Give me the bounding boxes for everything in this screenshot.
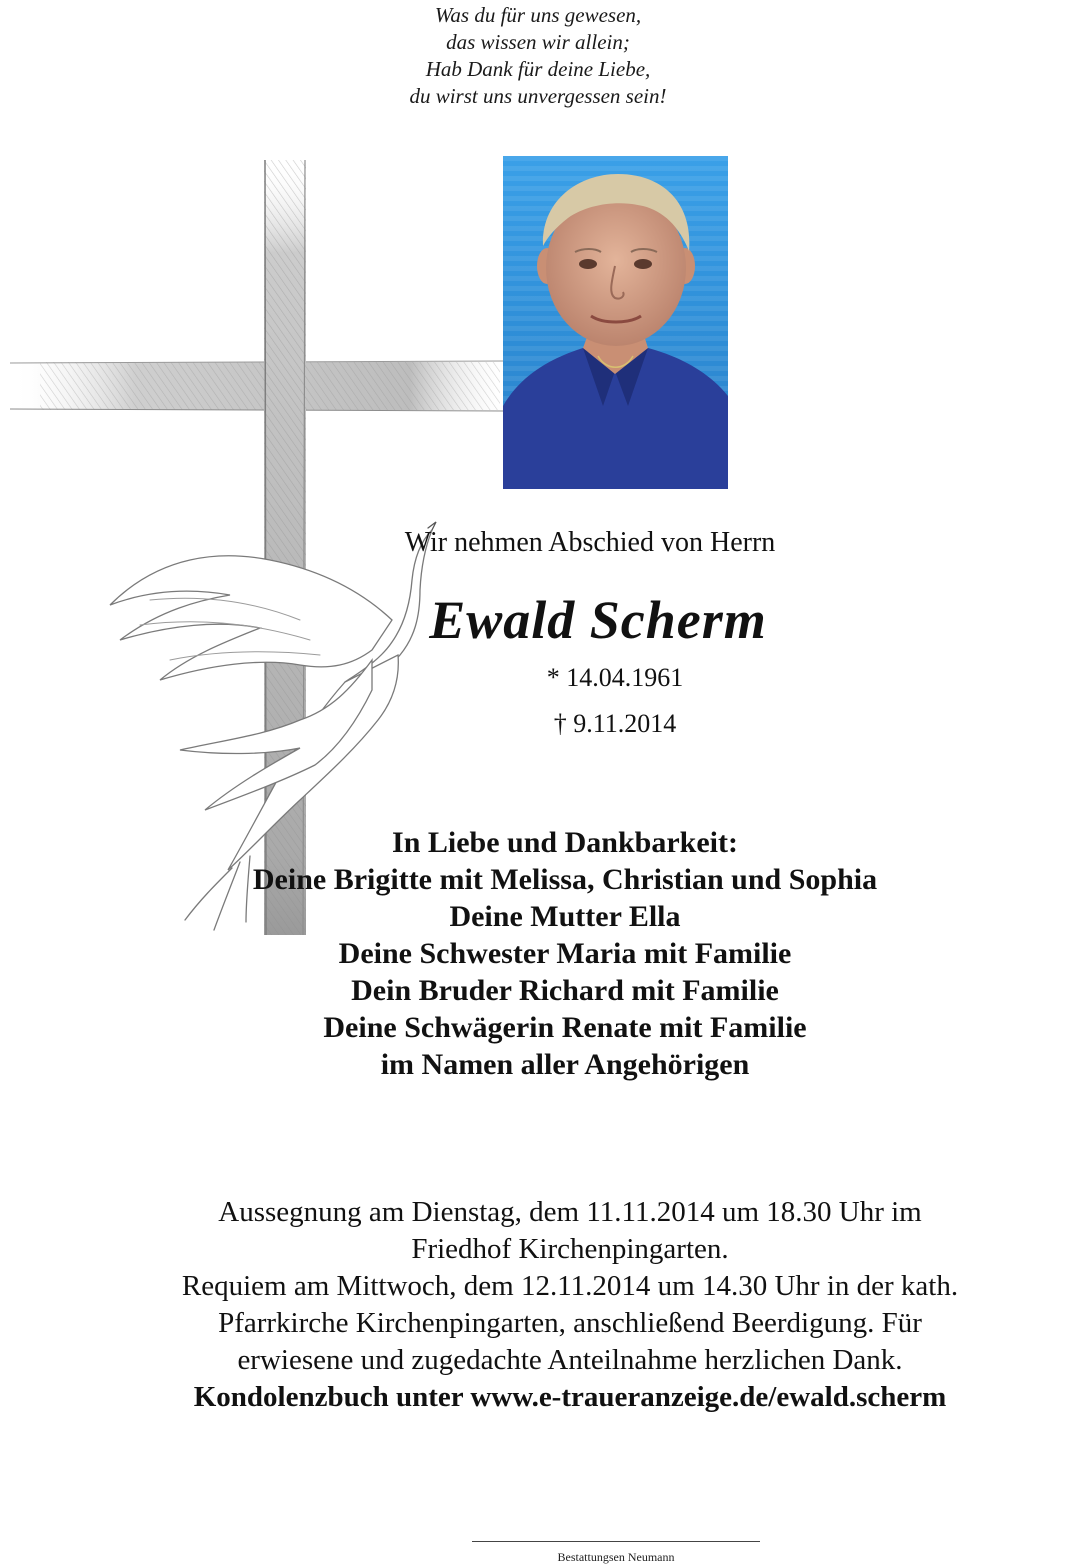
service-line: erwiesene und zugedachte Anteilnahme herzlichen Dank. <box>237 1344 903 1376</box>
mourners-line: Deine Mutter Ella <box>449 900 681 933</box>
farewell-heading: Wir nehmen Abschied von Herrn <box>404 527 776 558</box>
death-date: † 9.11.2014 <box>553 709 677 738</box>
mourners-list <box>130 824 1000 1083</box>
poem-line: du wirst uns unvergessen sein! <box>409 84 667 108</box>
service-line: Pfarrkirche Kirchenpingarten, anschließend Beerdigung. Für <box>218 1307 922 1339</box>
service-line: Requiem am Mittwoch, dem 12.11.2014 um 14.30 Uhr in der kath. <box>181 1270 959 1302</box>
mourners-line: In Liebe und Dankbarkeit: <box>392 826 738 859</box>
service-details <box>60 1194 1076 1416</box>
mourners-line: im Namen aller Angehörigen <box>380 1048 750 1081</box>
mourners-line: Dein Bruder Richard mit Familie <box>351 974 779 1007</box>
mourners-line: Deine Brigitte mit Melissa, Christian und Sophia <box>252 863 878 896</box>
footer-divider <box>472 1541 760 1542</box>
condolence-book-link[interactable]: Kondolenzbuch unter www.e-traueranzeige.de/ewald.scherm <box>193 1381 947 1413</box>
deceased-name: Ewald Scherm <box>429 590 767 650</box>
birth-date: * 14.04.1961 <box>546 663 684 692</box>
mourners-line: Deine Schwägerin Renate mit Familie <box>323 1011 807 1044</box>
funeral-home-name: Bestattungsen Neumann <box>557 1550 675 1564</box>
portrait-photo <box>503 156 728 489</box>
service-line: Friedhof Kirchenpingarten. <box>411 1233 729 1265</box>
poem-line: das wissen wir allein; <box>446 30 630 54</box>
poem-line: Was du für uns gewesen, <box>434 3 642 27</box>
poem-line: Hab Dank für deine Liebe, <box>425 57 651 81</box>
memorial-poem <box>0 2 1076 110</box>
service-line: Aussegnung am Dienstag, dem 11.11.2014 um 18.30 Uhr im <box>218 1196 922 1228</box>
mourners-line: Deine Schwester Maria mit Familie <box>338 937 792 970</box>
